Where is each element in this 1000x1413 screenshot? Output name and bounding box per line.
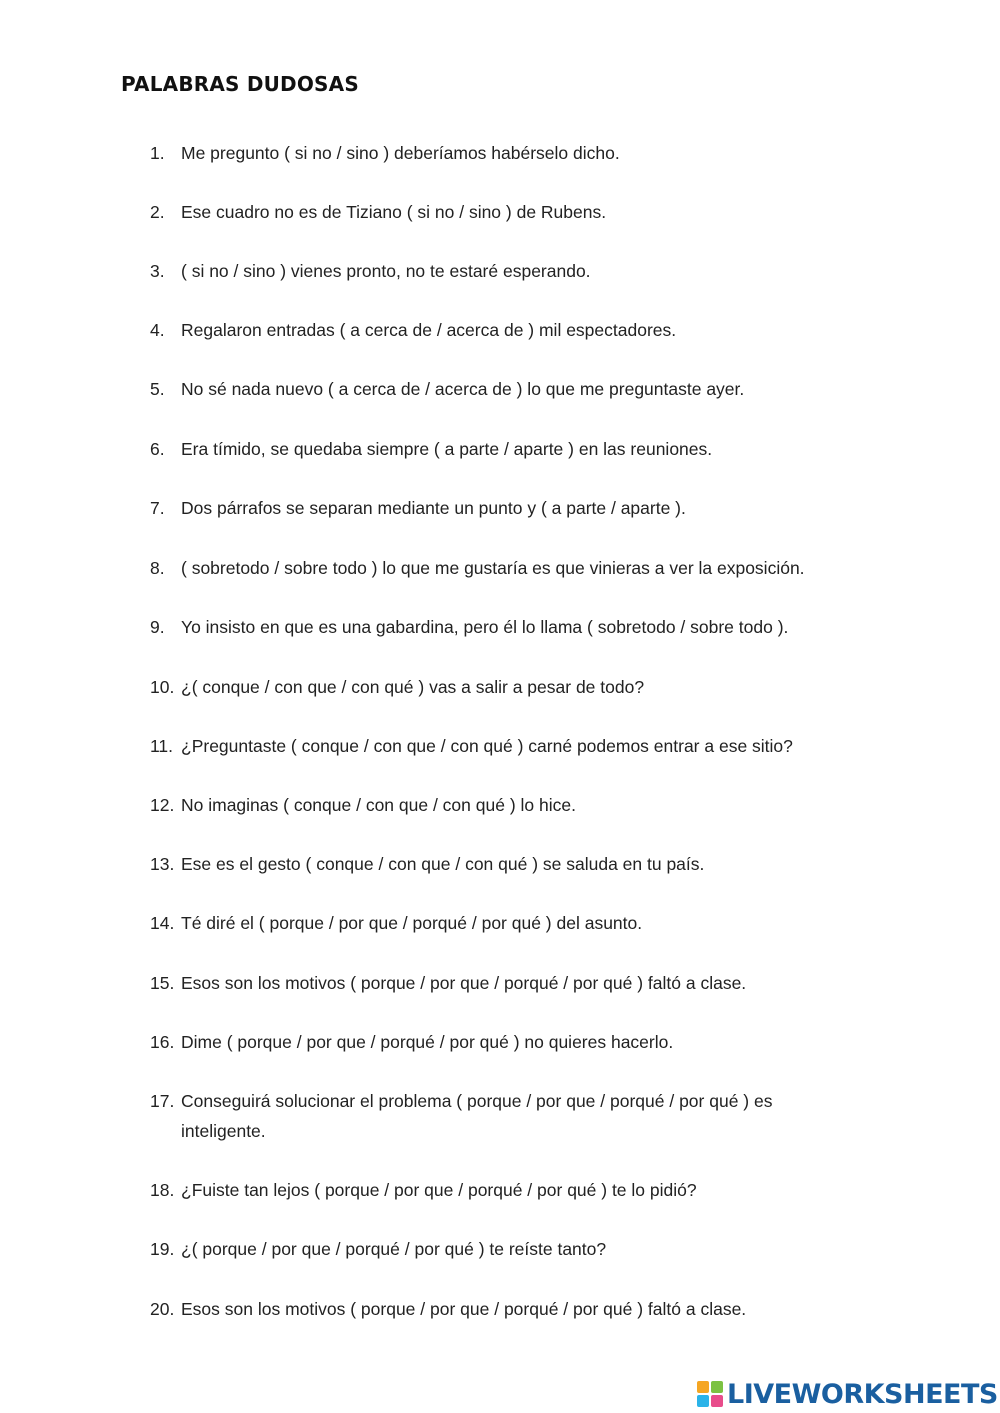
item-text: Esos son los motivos ( porque / por que / porqué / por qué ) faltó a clase.: [181, 973, 747, 993]
item-number: 3.: [150, 261, 165, 281]
logo-square-green: [711, 1381, 723, 1393]
list-item: [150, 553, 850, 583]
item-number: 16.: [150, 1032, 175, 1052]
list-item: [150, 1027, 850, 1057]
item-text: ¿Fuiste tan lejos ( porque / por que / porqué / por qué ) te lo pidió?: [181, 1180, 697, 1200]
item-number: 2.: [150, 202, 165, 222]
list-item: [150, 908, 850, 938]
item-number: 18.: [150, 1180, 175, 1200]
item-number: 6.: [150, 439, 165, 459]
list-item: [150, 968, 850, 998]
item-number: 10.: [150, 677, 175, 697]
item-text: Conseguirá solucionar el problema ( porque / por que / porqué / por qué ) es inteligente.: [181, 1091, 773, 1141]
item-text: ¿Preguntaste ( conque / con que / con qué ) carné podemos entrar a ese sitio?: [181, 736, 793, 756]
item-text: Yo insisto en que es una gabardina, pero él lo llama ( sobretodo / sobre todo ).: [181, 617, 789, 637]
liveworksheets-logo: [697, 1378, 998, 1410]
list-item: [150, 612, 850, 642]
list-item: [150, 493, 850, 523]
item-text: Regalaron entradas ( a cerca de / acerca de ) mil espectadores.: [181, 320, 677, 340]
logo-icon: [697, 1381, 723, 1407]
item-text: Dime ( porque / por que / porqué / por qué ) no quieres hacerlo.: [181, 1032, 674, 1052]
item-text: Me pregunto ( si no / sino ) deberíamos habérselo dicho.: [181, 143, 620, 163]
item-number: 11.: [150, 736, 174, 756]
item-text: ( sobretodo / sobre todo ) lo que me gustaría es que vinieras a ver la exposición.: [181, 558, 805, 578]
item-number: 12.: [150, 795, 175, 815]
logo-square-orange: [697, 1381, 709, 1393]
item-text: ¿( porque / por que / porqué / por qué ) te reíste tanto?: [181, 1239, 607, 1259]
brand-name: LIVEWORKSHEETS: [727, 1378, 998, 1410]
item-number: 8.: [150, 558, 165, 578]
list-item: [150, 849, 850, 879]
item-number: 7.: [150, 498, 165, 518]
list-item: [150, 790, 850, 820]
item-text: Té diré el ( porque / por que / porqué / por qué ) del asunto.: [181, 913, 643, 933]
item-number: 13.: [150, 854, 175, 874]
item-number: 15.: [150, 973, 175, 993]
list-item: [150, 672, 850, 702]
item-number: 9.: [150, 617, 165, 637]
item-text: Dos párrafos se separan mediante un punto y ( a parte / aparte ).: [181, 498, 686, 518]
item-text: Ese cuadro no es de Tiziano ( si no / sino ) de Rubens.: [181, 202, 607, 222]
logo-square-blue: [697, 1395, 709, 1407]
list-item: [150, 1234, 850, 1264]
list-item: [150, 315, 850, 345]
item-number: 20.: [150, 1299, 175, 1319]
list-item: [150, 1175, 850, 1205]
item-text: No imaginas ( conque / con que / con qué ) lo hice.: [181, 795, 576, 815]
list-item: [150, 256, 850, 286]
item-number: 19.: [150, 1239, 175, 1259]
item-text: Esos son los motivos ( porque / por que / porqué / por qué ) faltó a clase.: [181, 1299, 747, 1319]
item-number: 1.: [150, 143, 165, 163]
item-number: 5.: [150, 379, 165, 399]
item-text: No sé nada nuevo ( a cerca de / acerca de ) lo que me preguntaste ayer.: [181, 379, 745, 399]
item-number: 17.: [150, 1091, 175, 1111]
list-item: [150, 1086, 850, 1146]
list-item: [150, 1294, 850, 1324]
list-item: [150, 434, 850, 464]
list-item: [150, 138, 850, 168]
logo-square-pink: [711, 1395, 723, 1407]
list-item: [150, 731, 850, 761]
item-text: Ese es el gesto ( conque / con que / con qué ) se saluda en tu país.: [181, 854, 705, 874]
item-text: ( si no / sino ) vienes pronto, no te estaré esperando.: [181, 261, 591, 281]
list-item: [150, 197, 850, 227]
worksheet-title: PALABRAS DUDOSAS: [121, 72, 359, 96]
item-text: Era tímido, se quedaba siempre ( a parte / aparte ) en las reuniones.: [181, 439, 713, 459]
item-number: 4.: [150, 320, 165, 340]
item-number: 14.: [150, 913, 175, 933]
item-text: ¿( conque / con que / con qué ) vas a salir a pesar de todo?: [181, 677, 645, 697]
list-item: [150, 374, 850, 404]
